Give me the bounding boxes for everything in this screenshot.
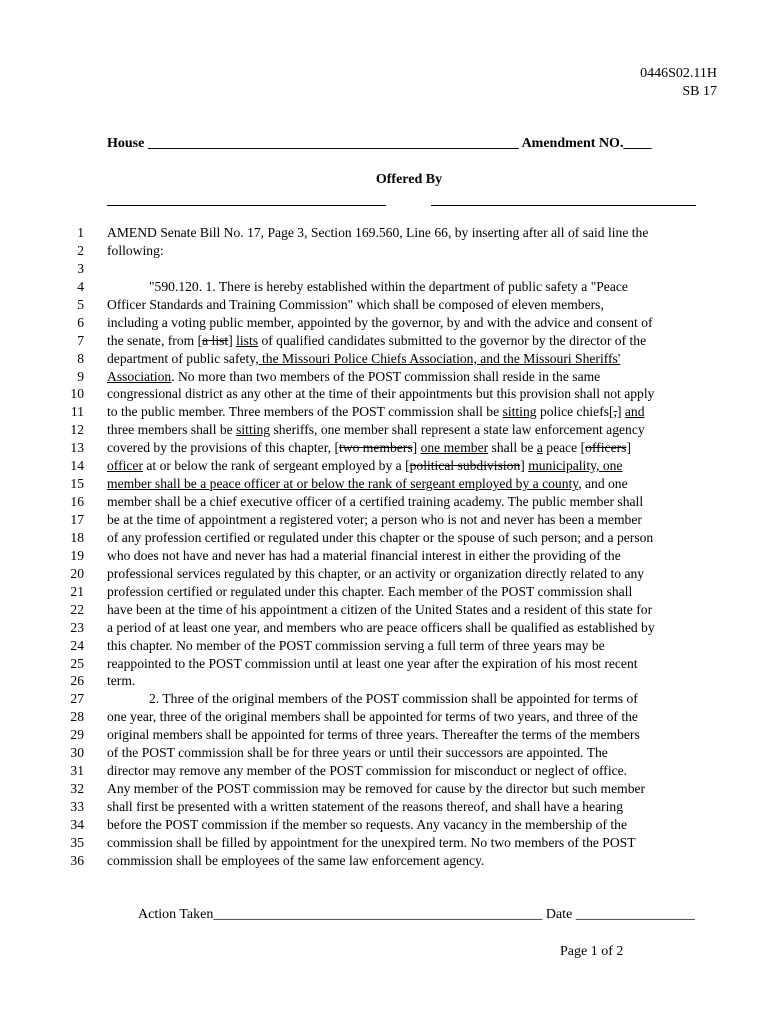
line-number: 31: [70, 763, 84, 779]
line-number: 30: [70, 745, 84, 761]
line-number: 19: [70, 547, 84, 563]
text-segment: be at the time of appointment a registered voter; a person who is not and never has been a member: [107, 512, 642, 527]
amendment-line: [58, 655, 738, 673]
line-number: 32: [70, 781, 84, 797]
text-segment: including a voting public member, appointed by the governor, by and with the advice and consent of: [107, 314, 653, 330]
line-text: [149, 690, 638, 708]
line-number: 26: [70, 673, 84, 689]
text-segment: at or below the rank of sergeant employed by a [: [142, 458, 410, 474]
text-segment: profession certified or regulated under this chapter. Each member of the POST commission shall: [107, 583, 633, 599]
line-number: 3: [77, 260, 84, 276]
text-segment: AMEND Senate Bill No. 17, Page 3, Section 169.560, Line 66, by inserting after all of said line the: [107, 225, 649, 240]
text-segment: member shall be a chief executive officer of a certified training academy. The public member shall: [107, 494, 644, 510]
amendment-line: [58, 421, 738, 439]
deleted-text: a list: [202, 332, 229, 348]
line-number: 22: [70, 601, 84, 617]
amendment-line: [58, 672, 738, 690]
amendment-line: [58, 242, 738, 260]
text-segment: department of public safety: [107, 350, 256, 366]
line-number: 5: [77, 296, 84, 312]
line-text: [107, 296, 604, 314]
line-number: 28: [70, 709, 84, 725]
line-text: [107, 403, 645, 421]
text-segment: "590.120. 1. There is hereby established within the department of public safety a "Peace: [149, 278, 628, 294]
text-segment: director may remove any member of the POST commission for misconduct or neglect of office.: [107, 763, 628, 779]
line-number: 9: [77, 368, 84, 384]
line-number: 1: [77, 225, 84, 240]
line-text: [107, 529, 653, 547]
amendment-line: [58, 457, 738, 475]
line-text: [107, 475, 628, 493]
text-segment: ]: [412, 440, 421, 456]
amendment-line: [58, 224, 738, 242]
line-text: [107, 457, 622, 475]
amendment-line: [58, 619, 738, 637]
line-number: 18: [70, 529, 84, 545]
line-number: 29: [70, 727, 84, 743]
line-text: [107, 780, 645, 798]
inserted-text: lists: [236, 332, 259, 348]
amendment-line: [58, 350, 738, 368]
line-text: [107, 421, 645, 439]
amendment-line: [58, 726, 738, 744]
amendment-line: [58, 439, 738, 457]
line-number: 35: [70, 834, 84, 850]
document-id: 0446S02.11H: [640, 66, 717, 81]
page-number: Page 1 of 2: [560, 944, 624, 959]
amendment-line: [58, 385, 738, 403]
line-number: 16: [70, 494, 84, 510]
inserted-text: member shall be a peace officer at or below the rank of sergeant employed by a county: [107, 476, 579, 492]
text-segment: to the public member. Three members of the POST commission shall be: [107, 404, 503, 420]
line-number: 33: [70, 799, 84, 814]
text-segment: commission shall be employees of the same law enforcement agency.: [107, 852, 485, 868]
bill-number: SB 17: [682, 84, 717, 99]
text-segment: three members shall be: [107, 422, 237, 438]
text-segment: of any profession certified or regulated under this chapter or the spouse of such person; and a person: [107, 529, 654, 545]
amendment-line: [58, 762, 738, 780]
line-number: 14: [70, 458, 84, 474]
amendment-line: [58, 403, 738, 421]
line-text: [107, 619, 655, 637]
line-number: 7: [77, 332, 84, 348]
line-text: [107, 798, 623, 816]
amendment-line: [58, 314, 738, 332]
amendment-body: [58, 224, 738, 870]
house-amendment-line: House _____________________________________________________ Amendment NO.____: [107, 136, 652, 151]
amendment-line: [58, 852, 738, 870]
line-number: 17: [70, 512, 84, 527]
line-text: [107, 816, 627, 834]
text-segment: before the POST commission if the member so requests. Any vacancy in the membership of the: [107, 816, 627, 832]
amendment-line: [58, 529, 738, 547]
amendment-line: [58, 780, 738, 798]
amendment-line: [58, 816, 738, 834]
line-text: [107, 637, 605, 655]
text-segment: this chapter. No member of the POST commission serving a full term of three years may be: [107, 637, 605, 653]
text-segment: 2. Three of the original members of the POST commission shall be appointed for terms of: [149, 691, 638, 707]
text-segment: commission shall be filled by appointment for the unexpired term. No two members of the POST: [107, 834, 636, 850]
inserted-text: sitting: [236, 422, 271, 438]
inserted-text: sitting: [502, 404, 537, 420]
text-segment: , and one: [578, 476, 628, 492]
line-number: 24: [70, 637, 84, 653]
text-segment: covered by the provisions of this chapter, [: [107, 440, 339, 456]
text-segment: reappointed to the POST commission until at least one year after the expiration of his most recent: [107, 655, 638, 671]
line-text: [107, 385, 654, 403]
line-number: 12: [70, 422, 84, 438]
text-segment: sheriffs, one member shall represent a state law enforcement agency: [270, 422, 645, 438]
amendment-line: [58, 565, 738, 583]
line-number: 13: [70, 440, 84, 456]
text-segment: one year, three of the original members shall be appointed for terms of two years, and three of the: [107, 709, 638, 725]
amendment-line: [58, 475, 738, 493]
line-text: [107, 565, 644, 583]
line-number: 2: [77, 242, 84, 258]
text-segment: congressional district as any other at the time of their appointments but this provision shall not apply: [107, 386, 655, 402]
inserted-text: Association: [107, 368, 172, 384]
text-segment: ]: [228, 332, 237, 348]
line-number: 34: [70, 816, 84, 832]
text-segment: following:: [107, 242, 164, 258]
amendment-line: [58, 332, 738, 350]
deleted-text: officers: [585, 440, 627, 456]
line-number: 23: [70, 619, 84, 635]
text-segment: professional services regulated by this chapter, or an activity or organization directly related to any: [107, 565, 645, 581]
amendment-line: [58, 690, 738, 708]
offered-by-label: Offered By: [375, 172, 443, 187]
amendment-line: [58, 278, 738, 296]
line-text: [107, 762, 627, 780]
amendment-line: [58, 834, 738, 852]
line-text: [107, 601, 652, 619]
text-segment: ]: [616, 404, 625, 420]
deleted-text: political subdivision: [409, 458, 521, 474]
line-text: [107, 314, 653, 332]
line-text: [107, 655, 638, 673]
text-segment: peace [: [542, 440, 586, 456]
line-text: [107, 439, 631, 457]
deleted-text: ,: [613, 404, 617, 420]
text-segment: shall first be presented with a written statement of the reasons thereof, and shall have a hearing: [107, 799, 624, 814]
amendment-line: [58, 708, 738, 726]
line-text: [107, 350, 620, 368]
amendment-line: [58, 296, 738, 314]
offered-by-signature-line-right: [431, 205, 696, 206]
line-text: [107, 672, 135, 690]
line-text: [107, 708, 638, 726]
text-segment: Officer Standards and Training Commission" which shall be composed of eleven members,: [107, 296, 604, 312]
amendment-line: [58, 511, 738, 529]
line-number: 6: [77, 314, 84, 330]
inserted-text: one member: [420, 440, 489, 456]
line-number: 36: [70, 852, 84, 868]
text-segment: term.: [107, 673, 136, 689]
text-segment: of qualified candidates submitted to the governor by the director of the: [258, 332, 647, 348]
line-number: 4: [77, 278, 84, 294]
line-text: [107, 493, 643, 511]
amendment-line: [58, 583, 738, 601]
amendment-line: [58, 493, 738, 511]
amendment-line: [58, 744, 738, 762]
offered-by-signature-line-left: [107, 205, 386, 206]
line-text: [107, 852, 484, 870]
line-text: [107, 242, 164, 260]
text-segment: have been at the time of his appointment a citizen of the United States and a resident of this state for: [107, 601, 653, 617]
line-text: [107, 224, 648, 242]
line-text: [107, 511, 642, 529]
line-number: 10: [70, 386, 84, 402]
amendment-line: [58, 547, 738, 565]
action-taken-line: Action Taken_______________________________________________ Date _________________: [138, 907, 695, 922]
amendment-line: [58, 601, 738, 619]
line-text: [149, 278, 628, 296]
line-text: [107, 744, 608, 762]
text-segment: of the POST commission shall be for three years or until their successors are appointed. The: [107, 745, 608, 761]
amendment-line: [58, 637, 738, 655]
amendment-line: [58, 260, 738, 278]
line-text: [107, 583, 632, 601]
text-segment: police chiefs[: [536, 404, 614, 420]
text-segment: the senate, from [: [107, 332, 203, 348]
line-text: [107, 547, 621, 565]
line-text: [107, 368, 600, 386]
line-number: 25: [70, 655, 84, 671]
line-number: 15: [70, 476, 84, 492]
amendment-line: [58, 798, 738, 816]
line-text: [107, 332, 646, 350]
line-number: 20: [70, 565, 84, 581]
inserted-text: officer: [107, 458, 143, 474]
text-segment: who does not have and never has had a material financial interest in either the providing of the: [107, 547, 621, 563]
text-segment: original members shall be appointed for terms of three years. Thereafter the terms of the members: [107, 727, 640, 743]
text-segment: a period of at least one year, and members who are peace officers shall be qualified as established by: [107, 619, 655, 635]
text-segment: . No more than two members of the POST commission shall reside in the same: [171, 368, 601, 384]
text-segment: Any member of the POST commission may be removed for cause by the director but such member: [107, 781, 646, 797]
line-text: [107, 834, 636, 852]
line-number: 21: [70, 583, 84, 599]
text-segment: ]: [520, 458, 529, 474]
text-segment: shall be: [488, 440, 537, 456]
deleted-text: two members: [339, 440, 413, 456]
amendment-line: [58, 368, 738, 386]
line-number: 27: [70, 691, 84, 707]
line-text: [107, 726, 640, 744]
text-segment: ]: [626, 440, 631, 456]
inserted-text: municipality, one: [528, 458, 623, 474]
inserted-text: and: [624, 404, 645, 420]
line-number: 8: [77, 350, 84, 366]
line-number: 11: [70, 404, 84, 420]
inserted-text: a: [536, 440, 543, 456]
inserted-text: , the Missouri Police Chiefs Association, and the Missouri Sheriffs': [255, 350, 621, 366]
